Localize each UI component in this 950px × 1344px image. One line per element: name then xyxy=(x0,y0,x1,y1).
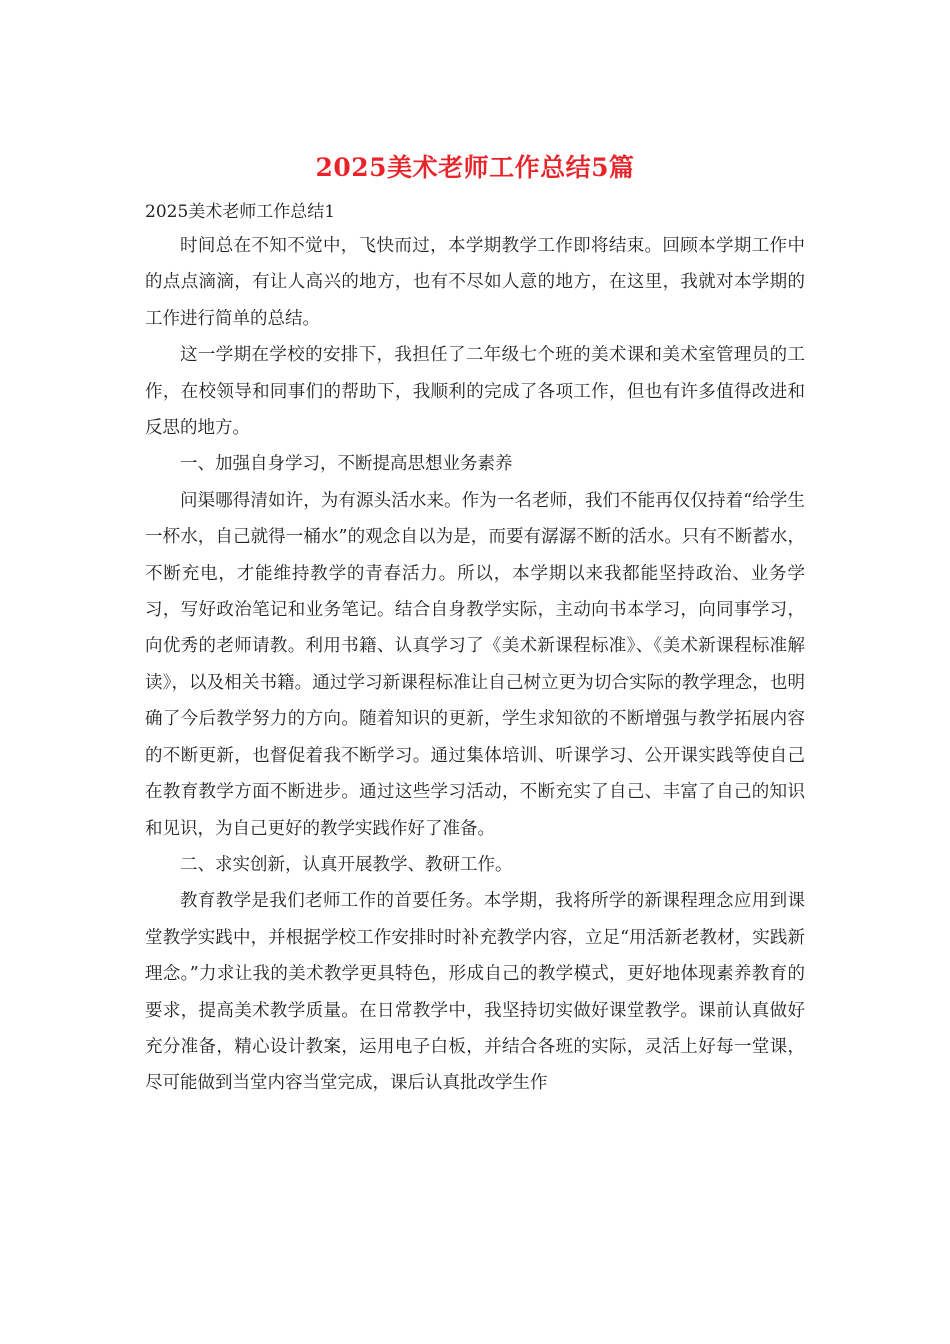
section-subtitle: 2025美术老师工作总结1 xyxy=(145,202,336,222)
paragraph: 这一学期在学校的安排下，我担任了二年级七个班的美术课和美术室管理员的工作，在校领导和同事们的帮助下，我顺利的完成了各项工作，但也有许多值得改进和反思的地方。 xyxy=(145,345,805,439)
section-heading: 二、求实创新，认真开展教学、教研工作。 xyxy=(180,854,513,875)
paragraph: 教育教学是我们老师工作的首要任务。本学期，我将所学的新课程理念应用到课堂教学实践中，并根据学校工作安排时时补充教学内容，立足“用活新老教材，实践新理念。”力求让我的美术教学更具特色，形成自己的教学模式，更好地体现素养教育的要求，提高美术教学质量。在日常教学中，我坚持切实做好课堂教学。课前认真做好充分准备，精心设计教案，运用电子白板，并结合各班的实际，灵活上好每一堂课，尽可能做到当堂内容当堂完成，课后认真批改学生作 xyxy=(145,891,805,1094)
document-title: 2025美术老师工作总结5篇 xyxy=(315,153,635,182)
paragraph: 时间总在不知不觉中，飞快而过，本学期教学工作即将结束。回顾本学期工作中的点点滴滴，有让人高兴的地方，也有不尽如人意的地方，在这里，我就对本学期的工作进行简单的总结。 xyxy=(145,236,805,329)
paragraph: 问渠哪得清如许，为有源头活水来。作为一名老师，我们不能再仅仅持着“给学生一杯水，自己就得一桶水”的观念自以为是，而要有潺潺不断的活水。只有不断蓄水，不断充电，才能维持教学的青春活力。所以，本学期以来我都能坚持政治、业务学习，写好政治笔记和业务笔记。结合自身教学实际，主动向书本学习，向同事学习，向优秀的老师请教。利用书籍、认真学习了《美术新课程标准》、《美术新课程标准解读》，以及相关书籍。通过学习新课程标准让自己树立更为切合实际的教学理念，也明确了今后教学努力的方向。随着知识的更新，学生求知欲的不断增强与教学拓展内容的不断更新，也督促着我不断学习。通过集体培训、听课学习、公开课实践等使自己在教育教学方面不断进步。通过这些学习活动，不断充实了自己、丰富了自己的知识和见识，为自己更好的教学实践作好了准备。 xyxy=(145,490,805,839)
document-body xyxy=(145,228,805,1102)
section-heading: 一、加强自身学习，不断提高思想业务素养 xyxy=(180,454,513,475)
